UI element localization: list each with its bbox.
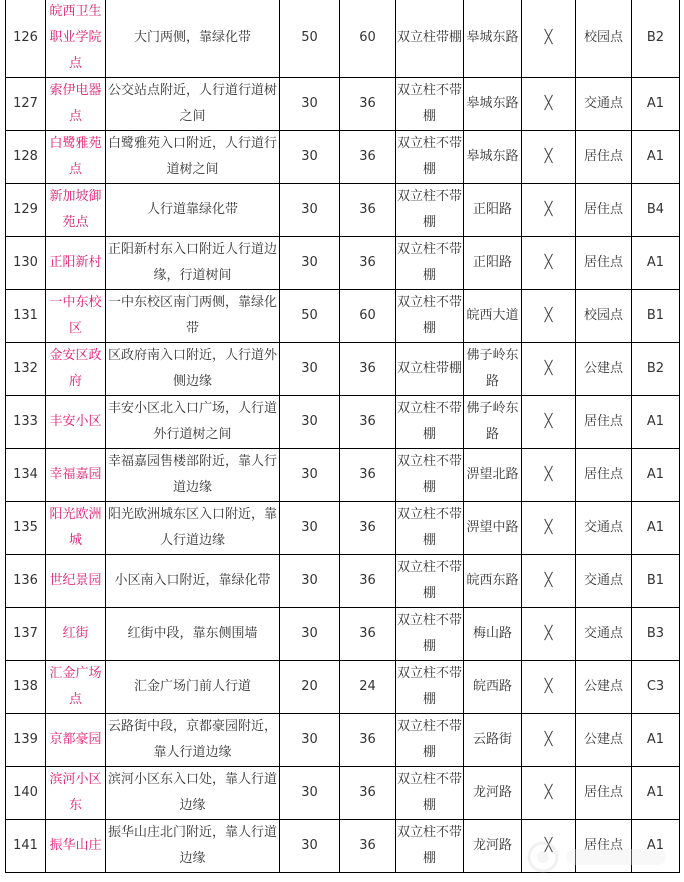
cell-structure: 双立柱不带棚	[396, 396, 464, 449]
cell-size-a: 50	[280, 290, 340, 343]
table-row	[6, 767, 680, 820]
cell-size-a: 30	[280, 714, 340, 767]
table-row	[6, 0, 680, 78]
cell-road: 皋城东路	[464, 78, 522, 131]
cell-structure: 双立柱不带棚	[396, 184, 464, 237]
cell-station-name: 金安区政府	[46, 343, 106, 396]
table-row	[6, 78, 680, 131]
cell-road: 淠望中路	[464, 502, 522, 555]
cell-number: 126	[6, 0, 46, 78]
cell-type: 居住点	[576, 449, 632, 502]
cell-station-name: 阳光欧洲城	[46, 502, 106, 555]
cell-location: 人行道靠绿化带	[106, 184, 280, 237]
cell-grade: B2	[632, 343, 680, 396]
cell-size-b: 36	[340, 502, 396, 555]
cell-type: 居住点	[576, 820, 632, 873]
cell-number: 135	[6, 502, 46, 555]
cell-structure: 双立柱不带棚	[396, 131, 464, 184]
cell-road: 龙河路	[464, 820, 522, 873]
cell-structure: 双立柱不带棚	[396, 555, 464, 608]
cell-size-b: 24	[340, 661, 396, 714]
cell-size-b: 36	[340, 767, 396, 820]
cell-location: 公交站点附近，人行道行道树之间	[106, 78, 280, 131]
cell-number: 140	[6, 767, 46, 820]
table-row	[6, 449, 680, 502]
cell-cross-mark: ╳	[522, 0, 576, 78]
cell-number: 131	[6, 290, 46, 343]
cell-structure: 双立柱带棚	[396, 343, 464, 396]
cell-location: 汇金广场门前人行道	[106, 661, 280, 714]
cell-number: 137	[6, 608, 46, 661]
cell-size-a: 30	[280, 502, 340, 555]
table-row	[6, 396, 680, 449]
cell-number: 136	[6, 555, 46, 608]
cell-road: 皋城东路	[464, 0, 522, 78]
cell-size-b: 60	[340, 290, 396, 343]
cell-type: 公建点	[576, 343, 632, 396]
cell-structure: 双立柱不带棚	[396, 714, 464, 767]
cell-location: 白鹭雅苑入口附近，人行道行道树之间	[106, 131, 280, 184]
cell-location: 小区南入口附近，靠绿化带	[106, 555, 280, 608]
cell-cross-mark: ╳	[522, 449, 576, 502]
cell-grade: A1	[632, 767, 680, 820]
cell-size-b: 36	[340, 555, 396, 608]
cell-size-a: 30	[280, 184, 340, 237]
cell-road: 正阳路	[464, 237, 522, 290]
cell-type: 公建点	[576, 714, 632, 767]
table-row	[6, 608, 680, 661]
cell-station-name: 京都豪园	[46, 714, 106, 767]
cell-size-a: 30	[280, 343, 340, 396]
cell-structure: 双立柱不带棚	[396, 237, 464, 290]
cell-type: 交通点	[576, 502, 632, 555]
cell-location: 振华山庄北门附近，靠人行道边缘	[106, 820, 280, 873]
cell-station-name: 幸福嘉园	[46, 449, 106, 502]
cell-grade: A1	[632, 78, 680, 131]
cell-location: 幸福嘉园售楼部附近，靠人行道边缘	[106, 449, 280, 502]
cell-size-a: 30	[280, 237, 340, 290]
cell-grade: B2	[632, 0, 680, 78]
cell-grade: A1	[632, 449, 680, 502]
cell-type: 居住点	[576, 131, 632, 184]
cell-size-b: 60	[340, 0, 396, 78]
table-row	[6, 237, 680, 290]
cell-size-b: 36	[340, 608, 396, 661]
cell-grade: A1	[632, 237, 680, 290]
cell-number: 130	[6, 237, 46, 290]
cell-road: 淠望北路	[464, 449, 522, 502]
cell-number: 138	[6, 661, 46, 714]
cell-structure: 双立柱不带棚	[396, 502, 464, 555]
cell-size-a: 30	[280, 767, 340, 820]
cell-structure: 双立柱不带棚	[396, 290, 464, 343]
cell-road: 皖西大道	[464, 290, 522, 343]
cell-grade: A1	[632, 820, 680, 873]
cell-number: 139	[6, 714, 46, 767]
cell-type: 居住点	[576, 767, 632, 820]
cell-road: 云路街	[464, 714, 522, 767]
cell-station-name: 皖西卫生职业学院点	[46, 0, 106, 78]
cell-location: 正阳新村东入口附近人行道边缘，行道树间	[106, 237, 280, 290]
cell-grade: B1	[632, 290, 680, 343]
cell-type: 居住点	[576, 184, 632, 237]
cell-road: 皖西路	[464, 661, 522, 714]
cell-cross-mark: ╳	[522, 767, 576, 820]
cell-size-b: 36	[340, 449, 396, 502]
cell-size-b: 36	[340, 78, 396, 131]
cell-location: 阳光欧洲城东区入口附近，靠人行道边缘	[106, 502, 280, 555]
station-table	[5, 0, 680, 873]
cell-cross-mark: ╳	[522, 608, 576, 661]
cell-station-name: 滨河小区东	[46, 767, 106, 820]
cell-size-b: 36	[340, 714, 396, 767]
cell-station-name: 一中东校区	[46, 290, 106, 343]
cell-type: 交通点	[576, 555, 632, 608]
cell-size-a: 30	[280, 820, 340, 873]
cell-type: 交通点	[576, 608, 632, 661]
table-row	[6, 343, 680, 396]
table-body	[6, 0, 680, 873]
cell-road: 皖西东路	[464, 555, 522, 608]
cell-cross-mark: ╳	[522, 820, 576, 873]
cell-station-name: 红街	[46, 608, 106, 661]
cell-type: 居住点	[576, 396, 632, 449]
table-row	[6, 555, 680, 608]
cell-grade: A1	[632, 396, 680, 449]
table-row	[6, 502, 680, 555]
cell-size-a: 30	[280, 131, 340, 184]
cell-size-b: 36	[340, 396, 396, 449]
cell-type: 校园点	[576, 0, 632, 78]
cell-cross-mark: ╳	[522, 396, 576, 449]
cell-size-a: 30	[280, 608, 340, 661]
cell-number: 128	[6, 131, 46, 184]
cell-size-b: 36	[340, 184, 396, 237]
cell-grade: A1	[632, 502, 680, 555]
cell-station-name: 世纪景园	[46, 555, 106, 608]
cell-cross-mark: ╳	[522, 78, 576, 131]
station-table-container	[5, 0, 679, 882]
cell-type: 校园点	[576, 290, 632, 343]
cell-size-a: 20	[280, 661, 340, 714]
cell-location: 大门两侧，靠绿化带	[106, 0, 280, 78]
cell-size-a: 50	[280, 0, 340, 78]
cell-cross-mark: ╳	[522, 714, 576, 767]
cell-size-b: 36	[340, 237, 396, 290]
cell-cross-mark: ╳	[522, 131, 576, 184]
cell-structure: 双立柱不带棚	[396, 661, 464, 714]
table-row	[6, 290, 680, 343]
cell-station-name: 汇金广场点	[46, 661, 106, 714]
cell-size-a: 30	[280, 555, 340, 608]
cell-road: 皋城东路	[464, 131, 522, 184]
cell-grade: B3	[632, 608, 680, 661]
cell-station-name: 丰安小区	[46, 396, 106, 449]
cell-road: 龙河路	[464, 767, 522, 820]
table-row	[6, 714, 680, 767]
table-row	[6, 820, 680, 873]
cell-road: 正阳路	[464, 184, 522, 237]
cell-location: 红街中段，靠东侧围墙	[106, 608, 280, 661]
table-row	[6, 131, 680, 184]
cell-number: 141	[6, 820, 46, 873]
cell-structure: 双立柱不带棚	[396, 449, 464, 502]
cell-station-name: 白鹭雅苑点	[46, 131, 106, 184]
cell-size-a: 30	[280, 449, 340, 502]
cell-structure: 双立柱不带棚	[396, 78, 464, 131]
cell-station-name: 索伊电器点	[46, 78, 106, 131]
table-row	[6, 184, 680, 237]
cell-location: 丰安小区北入口广场，人行道外行道树之间	[106, 396, 280, 449]
cell-grade: A1	[632, 131, 680, 184]
cell-number: 132	[6, 343, 46, 396]
cell-grade: A1	[632, 714, 680, 767]
cell-station-name: 正阳新村	[46, 237, 106, 290]
cell-grade: C3	[632, 661, 680, 714]
cell-number: 129	[6, 184, 46, 237]
cell-grade: B4	[632, 184, 680, 237]
cell-cross-mark: ╳	[522, 661, 576, 714]
cell-location: 一中东校区南门两侧，靠绿化带	[106, 290, 280, 343]
cell-type: 公建点	[576, 661, 632, 714]
cell-cross-mark: ╳	[522, 555, 576, 608]
table-row	[6, 661, 680, 714]
cell-size-b: 36	[340, 343, 396, 396]
cell-location: 滨河小区东入口处，靠人行道边缘	[106, 767, 280, 820]
cell-structure: 双立柱不带棚	[396, 767, 464, 820]
cell-cross-mark: ╳	[522, 502, 576, 555]
cell-size-a: 30	[280, 396, 340, 449]
cell-structure: 双立柱不带棚	[396, 820, 464, 873]
cell-station-name: 新加坡御苑点	[46, 184, 106, 237]
cell-location: 区政府南入口附近，人行道外侧边缘	[106, 343, 280, 396]
cell-structure: 双立柱不带棚	[396, 608, 464, 661]
cell-cross-mark: ╳	[522, 237, 576, 290]
cell-size-a: 30	[280, 78, 340, 131]
cell-station-name: 振华山庄	[46, 820, 106, 873]
cell-road: 佛子岭东路	[464, 343, 522, 396]
cell-type: 交通点	[576, 78, 632, 131]
cell-number: 134	[6, 449, 46, 502]
cell-number: 127	[6, 78, 46, 131]
cell-road: 佛子岭东路	[464, 396, 522, 449]
cell-size-b: 36	[340, 820, 396, 873]
cell-road: 梅山路	[464, 608, 522, 661]
cell-type: 居住点	[576, 237, 632, 290]
cell-size-b: 36	[340, 131, 396, 184]
cell-location: 云路街中段，京都豪园附近，靠人行道边缘	[106, 714, 280, 767]
cell-grade: B1	[632, 555, 680, 608]
cell-cross-mark: ╳	[522, 184, 576, 237]
cell-cross-mark: ╳	[522, 290, 576, 343]
cell-cross-mark: ╳	[522, 343, 576, 396]
cell-structure: 双立柱带棚	[396, 0, 464, 78]
cell-number: 133	[6, 396, 46, 449]
